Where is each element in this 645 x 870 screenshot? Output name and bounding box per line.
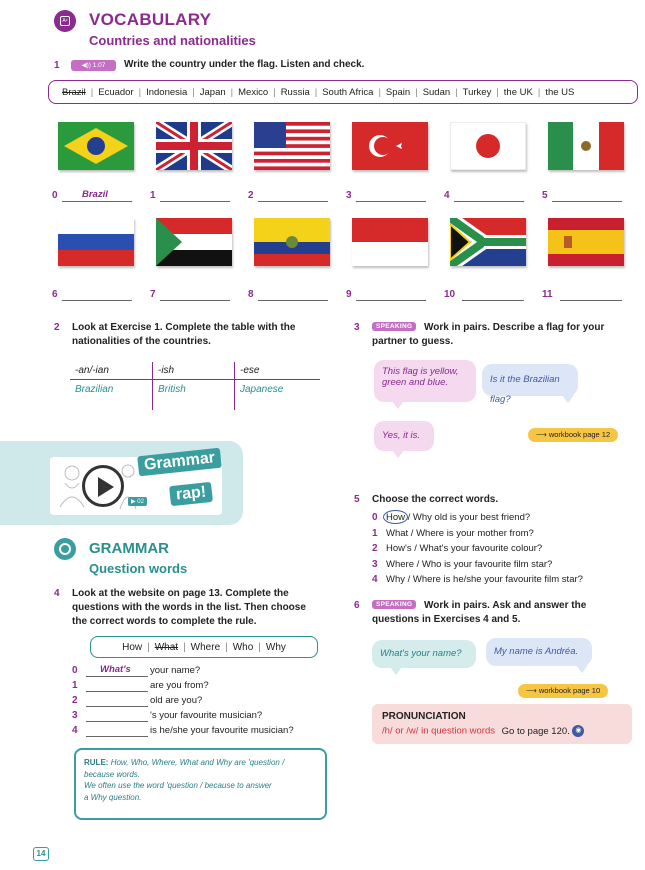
choice-sentence[interactable]: What / Where is your mother from?: [386, 527, 534, 539]
grammar-subtitle: Question words: [89, 561, 188, 576]
table-cell: Japanese: [240, 384, 284, 395]
speaking-badge: SPEAKING: [372, 600, 416, 609]
play-icon: [98, 477, 114, 497]
word-list-item: the US: [545, 86, 575, 98]
exercise-instruction: questions with the words in the list. Then choose: [72, 602, 306, 613]
answer-blank[interactable]: [160, 201, 230, 202]
us-flag: [254, 122, 330, 170]
item-number: 10: [444, 289, 456, 300]
word-list-box: Brazil | Ecuador | Indonesia | Japan | Mexico | Russia | South Africa | Spain | Sudan | Turkey | the UK | the US: [48, 80, 638, 104]
exercise-instruction: partner to guess.: [372, 336, 454, 347]
table-cell: Brazilian: [75, 384, 114, 395]
bubble-tail: [392, 450, 404, 458]
rap-title-line1: Grammar: [137, 448, 222, 477]
question-text: are you from?: [150, 680, 209, 691]
item-number: 3: [72, 710, 78, 721]
item-number: 1: [72, 680, 78, 691]
item-number: 2: [72, 695, 78, 706]
answer-blank[interactable]: [454, 201, 524, 202]
table-header: -ish: [158, 365, 175, 376]
answer-blank[interactable]: [160, 300, 230, 301]
indonesia-flag: [352, 218, 428, 266]
answer-blank[interactable]: [86, 691, 148, 692]
brazil-flag: [58, 122, 134, 170]
word-list-item: the UK: [503, 86, 533, 98]
answer-blank[interactable]: [86, 736, 148, 737]
uk-flag: [156, 122, 232, 170]
ecuador-flag: [254, 218, 330, 266]
answer-blank[interactable]: [62, 300, 132, 301]
item-number: 11: [542, 289, 553, 300]
exercise-instruction: Choose the correct words.: [372, 494, 499, 505]
workbook-link[interactable]: ⟶ workbook page 10: [518, 684, 608, 698]
table-rule: [234, 362, 235, 410]
choice-sentence[interactable]: How's / What's your favourite colour?: [386, 543, 543, 554]
word-list-item: Mexico: [238, 86, 269, 98]
exercise-number: 3: [354, 322, 360, 333]
workbook-link[interactable]: ⟶ workbook page 12: [528, 428, 618, 442]
bubble-tail: [562, 395, 574, 403]
audio-badge[interactable]: ◀)) 1.07: [71, 60, 116, 71]
question-text: old are you?: [150, 695, 203, 706]
exercise-instruction: Look at the website on page 13. Complete the: [72, 588, 289, 599]
word-list-item: Japan: [199, 86, 226, 98]
answer-circle: [383, 510, 408, 524]
word-list-item: Brazil: [62, 86, 86, 98]
exercise-instruction: questions in Exercises 4 and 5.: [372, 614, 521, 625]
exercise-instruction: Work in pairs. Ask and answer the: [424, 600, 587, 611]
exercise-number: 4: [54, 588, 60, 599]
item-number: 0: [372, 512, 378, 523]
answer-blank[interactable]: [258, 201, 328, 202]
answer-text: Brazil: [82, 189, 108, 200]
word-list-item: Indonesia: [146, 86, 188, 98]
grammar-icon: [54, 538, 76, 560]
answer-blank[interactable]: [86, 676, 148, 677]
answer-blank[interactable]: [462, 300, 524, 301]
answer-blank[interactable]: [560, 300, 622, 301]
word-list-item: Sudan: [422, 86, 451, 98]
item-number: 2: [248, 190, 254, 201]
choice-sentence[interactable]: How / Why old is your best friend?: [386, 512, 531, 523]
video-badge: ▶ 02: [128, 497, 147, 506]
question-text: is he/she your favourite musician?: [150, 725, 294, 736]
bubble-tail: [390, 667, 402, 675]
nationality-table: [70, 362, 320, 412]
answer-blank[interactable]: [356, 300, 426, 301]
bubble-tail: [392, 401, 404, 409]
answer-blank[interactable]: [258, 300, 328, 301]
item-number: 4: [444, 190, 450, 201]
exercise-instruction: the correct words to complete the rule.: [72, 616, 257, 627]
item-number: 5: [542, 190, 548, 201]
word-list-item: Ecuador: [98, 86, 134, 98]
spain-flag: [548, 218, 624, 266]
choice-sentence[interactable]: Where / Who is your favourite film star?: [386, 558, 553, 570]
section-subtitle: Countries and nationalities: [89, 33, 256, 48]
answer-blank[interactable]: [356, 201, 426, 202]
answer-blank[interactable]: [86, 721, 148, 722]
question-word: Where: [190, 641, 221, 653]
answer-blank[interactable]: [62, 201, 132, 202]
item-number: 4: [72, 725, 78, 736]
answer-blank[interactable]: [552, 201, 622, 202]
page-number: 14: [33, 847, 49, 861]
item-number: 9: [346, 289, 352, 300]
table-header: -an/-ian: [75, 365, 109, 376]
answer-blank[interactable]: [86, 706, 148, 707]
pronunciation-box: [372, 704, 632, 744]
question-word-box: How | What | Where | Who | Why: [90, 636, 318, 658]
south-africa-flag: [450, 218, 526, 266]
question-word: What: [154, 641, 179, 653]
rap-title-line2: rap!: [169, 482, 213, 506]
answer-text: What's: [100, 664, 131, 675]
exercise-number: 2: [54, 322, 60, 333]
speaking-badge: SPEAKING: [372, 322, 416, 331]
question-text: 's your favourite musician?: [150, 710, 263, 721]
rule-box: RULE: How, Who, Where, What and Why are 'question / because words. We often use the word 'question / because to answer a Why question.: [74, 748, 327, 820]
question-word: Who: [232, 641, 254, 653]
item-number: 6: [52, 289, 58, 300]
exercise-instruction: Look at Exercise 1. Complete the table with the: [72, 322, 296, 333]
exercise-instruction: nationalities of the countries.: [72, 336, 211, 347]
item-number: 2: [372, 543, 378, 554]
sudan-flag: [156, 218, 232, 266]
speech-bubble: My name is Andréa.: [486, 638, 592, 666]
word-list-item: South Africa: [322, 86, 374, 98]
exercise-instruction: Work in pairs. Describe a flag for your: [424, 322, 605, 333]
item-number: 0: [72, 665, 78, 676]
exercise-number: 5: [354, 494, 360, 505]
section-title: VOCABULARY: [89, 10, 212, 29]
vocabulary-icon: Aᶻ: [54, 10, 76, 32]
item-number: 1: [372, 527, 378, 539]
table-cell: British: [158, 384, 186, 395]
speech-bubble: This flag is yellow, green and blue.: [374, 360, 476, 402]
exercise-instruction: Write the country under the flag. Listen and check.: [124, 59, 365, 70]
item-number: 7: [150, 289, 156, 300]
table-header: -ese: [240, 365, 260, 376]
audio-icon[interactable]: ◉: [572, 725, 584, 737]
item-number: 1: [150, 190, 156, 201]
table-rule: [152, 362, 153, 410]
russia-flag: [58, 218, 134, 266]
question-word: Why: [265, 641, 286, 653]
speech-bubble: What's your name?: [372, 640, 476, 668]
word-list-item: Russia: [280, 86, 310, 98]
item-number: 4: [372, 574, 378, 585]
word-list-item: Spain: [385, 86, 411, 98]
pronunciation-text: /h/ or /w/ in question words Go to page 120. ◉: [382, 725, 622, 737]
item-number: 0: [52, 190, 58, 201]
exercise-number: 6: [354, 600, 360, 611]
play-button[interactable]: [82, 465, 124, 507]
question-word: How: [122, 641, 143, 653]
word-list-item: Turkey: [462, 86, 492, 98]
grammar-title: GRAMMAR: [89, 540, 169, 557]
mexico-flag: [548, 122, 624, 170]
item-number: 8: [248, 289, 254, 300]
exercise-number: 1: [54, 60, 60, 71]
speech-bubble: Yes, it is.: [374, 421, 434, 451]
speech-bubble: Is it the Brazilian flag?: [482, 364, 578, 396]
bubble-tail: [576, 665, 588, 673]
turkey-flag: [352, 122, 428, 170]
item-number: 3: [346, 190, 352, 201]
pronunciation-title: PRONUNCIATION: [382, 711, 466, 722]
table-rule: [70, 379, 320, 380]
choice-sentence[interactable]: Why / Where is he/she your favourite film star?: [386, 574, 583, 585]
item-number: 3: [372, 558, 378, 570]
question-text: your name?: [150, 665, 201, 676]
japan-flag: [450, 122, 526, 170]
